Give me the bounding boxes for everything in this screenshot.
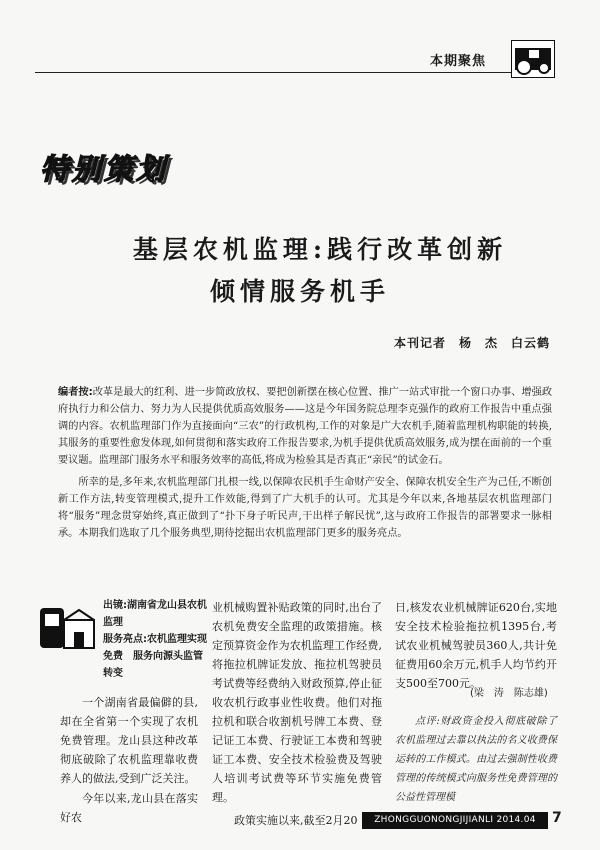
page-title-line-2: 倾情服务机手 (209, 277, 390, 306)
commentary: 点评:财政资金投入彻底破除了农机监理过去靠以执法的名义收费保运转的工作模式。由过去强制性收费管理的传统模式向服务性免费管理的公益性管理模 (395, 716, 557, 803)
article-middle-column (212, 598, 382, 830)
article-middle-paragraph-2: 政策实施以来,截至2月20 (212, 814, 358, 827)
sidebar-box (103, 597, 207, 682)
sidebar-origin: 出镜:湖南省龙山县农机监理 (103, 600, 207, 628)
header-rule (35, 72, 540, 73)
article-left-paragraph-2: 今年以来,龙山县在落实好农 (60, 792, 198, 824)
editor-note-paragraph-2: 所幸的是,多年来,农机监理部门扎根一线,以保障农民机手生命财产安全、保障农机安全生产为己任,不断创新工作方法,转变管理模式,提升工作效能,得到了广大机手的认可。尤其是今年以来,各地基层农机监理部门将“服务”理念贯穿始终,真正做到了“扑下身子听民声,干出样子解民忧”,这与政府工作报告的部署要求一脉相承。本期我们选取了几个服务典型,期待挖掘出农机监理部门更多的服务亮点。 (58, 477, 552, 539)
editor-note-paragraph-1 (58, 384, 552, 469)
byline: 本刊记者 杨 杰 白云鹤 (393, 336, 550, 350)
page-title-line-1: 基层农机监理:践行改革创新 (132, 235, 508, 264)
tractor-icon (511, 40, 555, 78)
article-right-paragraph-1: 日,核发农业机械牌证620台,实地安全技术检验拖拉机1395台,考试农业机械驾驶员360人,共计免征费用60余万元,机手人均节约开支500至700元。 (395, 601, 557, 690)
editor-note-body: 改革是最大的红利、进一步简政放权、要把创新摆在核心位置、推广一站式审批一个窗口办事、增强政府执行力和公信力、努力为人民提供优质高效服务——这是今年国务院总理李克强作的政府工作报告中重点强调的内容。农机监理部门作为直接面向“三农”的行政机构,工作的对象是广大农机手,随着监理机构职能的转换,其服务的重要性愈发体现,如何贯彻和落实政府工作报告要求,为机手提供优质高效服务,成为摆在面前的一个重要议题。监理部门服务水平和服务效率的高低,将成为检验其是否真正“亲民”的试金石。 (58, 387, 553, 466)
article-left-paragraph-1: 一个湖南省最偏僻的县,却在全省第一个实现了农机免费管理。龙山县这种改革彻底破除了农机监理靠收费养人的做法,受到广泛关注。 (60, 696, 198, 785)
section-label: 本期聚焦 (430, 54, 487, 69)
farm-shop-icon (36, 606, 98, 652)
article-middle-paragraph-1: 业机械购置补贴政策的同时,出台了农机免费安全监理的政策措施。核定预算资金作为农机监理工作经费,将拖拉机牌证发放、拖拉机驾驶员考试费等经费纳入财政预算,停止征收农机行政事业性收费。他们对拖拉机和联合收割机号牌工本费、登记证工本费、行驶证工本费和驾驶证工本费、安全技术检验费及驾驶人培训考试费等环节实施免费管理。 (212, 601, 382, 804)
magazine-footer: ZHONGGUONONGJIJIANLI 2014.04 (362, 812, 548, 829)
editor-note-lead: 编者按: (58, 387, 93, 398)
special-feature-label: 特别策划 (40, 152, 169, 186)
sidebar-service: 服务亮点:农机监理实现免费 服务向源头监管转变 (103, 634, 207, 679)
reporters-credit: (梁 涛 陈志雄) (470, 688, 548, 699)
page-number: 7 (552, 810, 562, 826)
